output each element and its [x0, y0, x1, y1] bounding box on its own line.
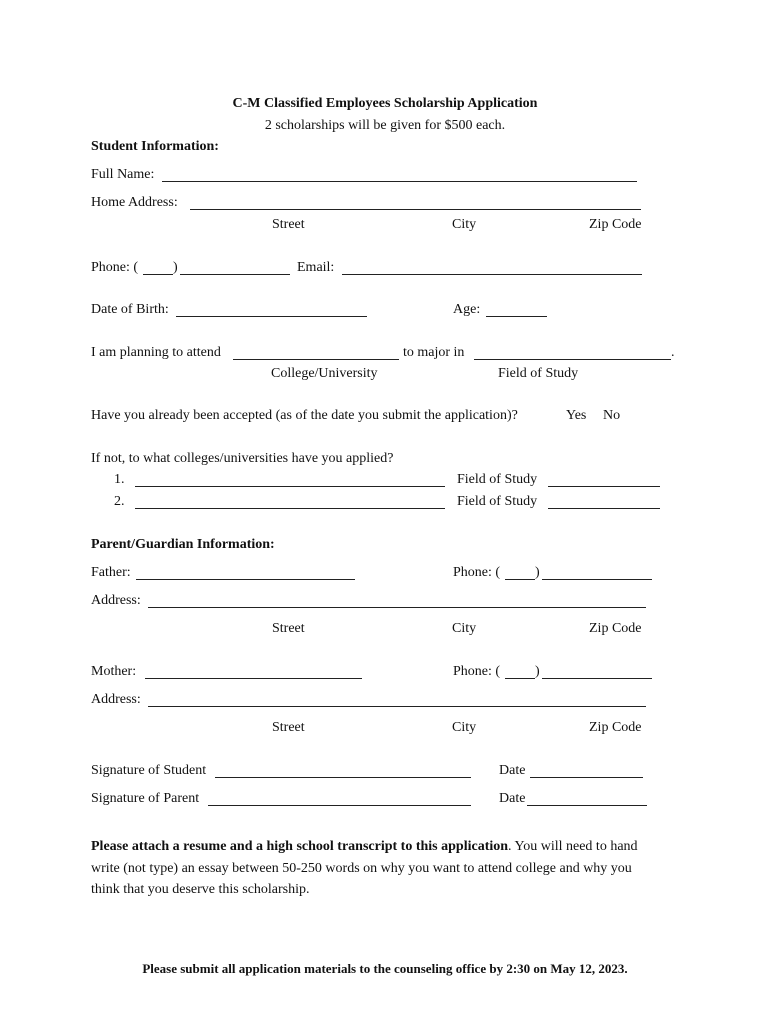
submission-deadline: Please submit all application materials to the counseling office by 2:30 on May 12, 2023. [142, 961, 628, 976]
form-title: C-M Classified Employees Scholarship Application [232, 96, 538, 111]
student-signature-field[interactable] [215, 763, 471, 778]
father-name-field[interactable] [136, 565, 355, 580]
parent-date-field[interactable] [527, 791, 647, 806]
age-field[interactable] [486, 302, 547, 317]
form-subtitle: 2 scholarships will be given for $500 each. [264, 118, 506, 133]
mother-phone-label: Phone: ( [453, 664, 501, 679]
applied-field-label: Field of Study [457, 472, 538, 487]
attend-period: . [671, 345, 675, 360]
instructions-paragraph [91, 836, 661, 901]
mother-phone-field[interactable] [542, 664, 652, 679]
father-address-label: Address: [91, 593, 141, 608]
applied-field-label: Field of Study [457, 494, 538, 509]
student-date-label: Date [499, 763, 526, 778]
parent-date-label: Date [499, 791, 526, 806]
applied-study-field-2[interactable] [548, 494, 660, 509]
father-city-caption: City [452, 621, 477, 636]
phone-label: Phone: ( [91, 260, 139, 275]
email-field[interactable] [342, 260, 642, 275]
student-info-heading: Student Information: [91, 139, 219, 154]
home-city-caption: City [452, 217, 477, 232]
instructions-rest: . You will need to hand write (not type) an essay between 50-250 words on why you want to attend college and why you think that you deserve this scholarship. [91, 839, 638, 897]
father-label: Father: [91, 565, 131, 580]
mother-phone-paren-close: ) [535, 664, 540, 679]
mother-phone-area-field[interactable] [505, 664, 535, 679]
accepted-no-option[interactable]: No [603, 408, 621, 423]
home-street-caption: Street [272, 217, 305, 232]
parent-signature-field[interactable] [208, 791, 471, 806]
applied-college-field-2[interactable] [135, 494, 445, 509]
college-caption: College/University [271, 366, 378, 381]
phone-paren-close: ) [173, 260, 178, 275]
full-name-label: Full Name: [91, 167, 155, 182]
father-zip-caption: Zip Code [589, 621, 642, 636]
phone-number-field[interactable] [180, 260, 290, 275]
college-field[interactable] [233, 345, 399, 360]
applied-college-field-1[interactable] [135, 472, 445, 487]
father-phone-paren-close: ) [535, 565, 540, 580]
father-phone-area-field[interactable] [505, 565, 535, 580]
applied-row-number: 2. [114, 494, 125, 509]
phone-area-code-field[interactable] [143, 260, 173, 275]
major-field[interactable] [474, 345, 671, 360]
father-phone-label: Phone: ( [453, 565, 501, 580]
father-street-caption: Street [272, 621, 305, 636]
applied-study-field-1[interactable] [548, 472, 660, 487]
student-signature-label: Signature of Student [91, 763, 207, 778]
attend-label: I am planning to attend [91, 345, 221, 360]
mother-address-field[interactable] [148, 692, 646, 707]
field-of-study-caption: Field of Study [498, 366, 579, 381]
accepted-yes-option[interactable]: Yes [566, 408, 587, 423]
major-label: to major in [403, 345, 465, 360]
mother-label: Mother: [91, 664, 137, 679]
father-address-field[interactable] [148, 593, 646, 608]
father-phone-field[interactable] [542, 565, 652, 580]
instructions-bold: Please attach a resume and a high school transcript to this application [91, 839, 509, 854]
mother-address-label: Address: [91, 692, 141, 707]
mother-street-caption: Street [272, 720, 305, 735]
mother-city-caption: City [452, 720, 477, 735]
parent-signature-label: Signature of Parent [91, 791, 200, 806]
accepted-question: Have you already been accepted (as of the date you submit the application)? [91, 408, 518, 423]
email-label: Email: [297, 260, 335, 275]
home-address-label: Home Address: [91, 195, 178, 210]
parent-info-heading: Parent/Guardian Information: [91, 537, 275, 552]
mother-zip-caption: Zip Code [589, 720, 642, 735]
home-address-field[interactable] [190, 195, 641, 210]
dob-field[interactable] [176, 302, 367, 317]
home-zip-caption: Zip Code [589, 217, 642, 232]
age-label: Age: [453, 302, 481, 317]
dob-label: Date of Birth: [91, 302, 169, 317]
applied-question: If not, to what colleges/universities have you applied? [91, 451, 394, 466]
applied-row-number: 1. [114, 472, 125, 487]
full-name-field[interactable] [162, 167, 637, 182]
mother-name-field[interactable] [145, 664, 362, 679]
student-date-field[interactable] [530, 763, 643, 778]
